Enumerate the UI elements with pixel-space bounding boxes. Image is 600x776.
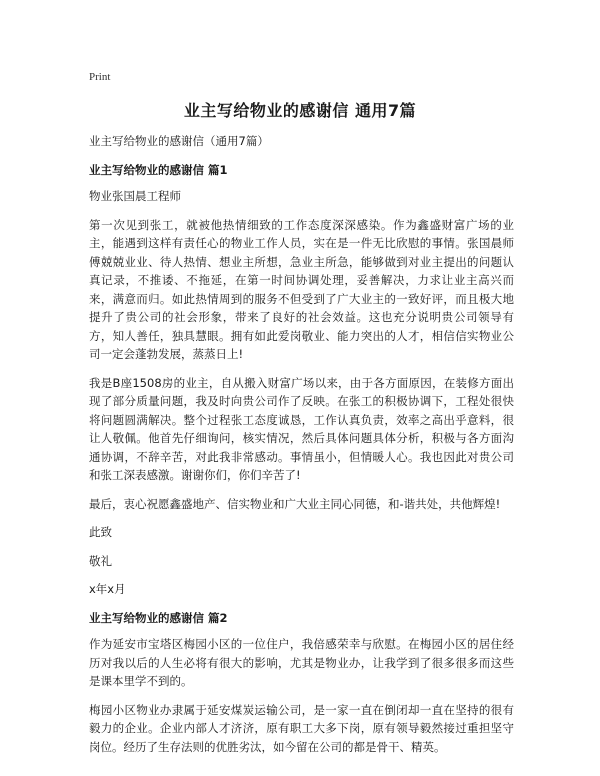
document-body: [89, 132, 514, 766]
paragraph: 最后，衷心祝愿鑫盛地产、信实物业和广大业主同心同德，和-谐共处，共他辉煌!: [89, 496, 501, 511]
closing-line: 敬礼: [89, 553, 112, 568]
paragraph: 我是B座1508房的业主，自从搬入财富广场以来，由于各方面原因，在装修方面出现了部分质量问题，我及时向贵公司作了反映。在张工的积极协调下，工程处很快将问题圆满解决。整个过程张工态度诚恳，工作认真负责，效率之高出乎意料，很让人敬佩。他首先仔细询问，核实情况，然后具体问题具体分析，积极与各方面沟通协调，不辞辛苦，对此我非常感动。事情虽小，但情暖人心。我也因此对贵公司和张工深表感激。谢谢你们，你们辛苦了!: [89, 375, 514, 482]
document-subtitle: 业主写给物业的感谢信（通用7篇）: [89, 134, 269, 148]
letter-date: x年x月: [89, 582, 126, 596]
paragraph: 作为延安市宝塔区梅园小区的一位住户，我倍感荣幸与欣慰。在梅园小区的居住经历对我以后的人生必将有很大的影响，尤其是物业办，让我学到了很多很多而这些是课本里学不到的。: [89, 637, 514, 688]
closing-line: 此致: [89, 525, 112, 539]
paragraph: 梅园小区物业办隶属于延安煤炭运输公司，是一家一直在倒闭却一直在坚持的很有毅力的企业。企业内部人才济济，原有职工大多下岗，原有领导毅然接过重担坚守岗位。经历了生存法则的优胜劣汰，如今留在公司的都是骨干、精英。: [89, 702, 514, 754]
section-heading-2: 业主写给物业的感谢信 篇2: [89, 610, 228, 625]
paragraph: 第一次见到张工，就被他热情细致的工作态度深深感染。作为鑫盛财富广场的业主，能遇到这样有责任心的物业工作人员，实在是一件无比欣慰的事情。张国晨师傅兢兢业业、待人热情、想业主所想，急业主所急，能够做到对业主提出的问题认真记录，不推诿、不拖延，在第一时间协调处理，妥善解决，力求让业主高兴而来，满意而归。如此热情周到的服务不但受到了广大业主的一致好评，而且极大地提升了贵公司的社会形象，带来了良好的社会效益。这也充分说明贵公司领导有方，知人善任，独具慧眼。拥有如此爱岗敬业、能力突出的人才，相信信实物业公司一定会蓬勃发展，蒸蒸日上!: [89, 217, 514, 361]
page-title: 业主写给物业的感谢信 通用7篇: [183, 101, 417, 120]
print-label: Print: [89, 71, 111, 83]
section-heading-1: 业主写给物业的感谢信 篇1: [89, 162, 228, 177]
salutation: 物业张国晨工程师: [89, 189, 181, 203]
